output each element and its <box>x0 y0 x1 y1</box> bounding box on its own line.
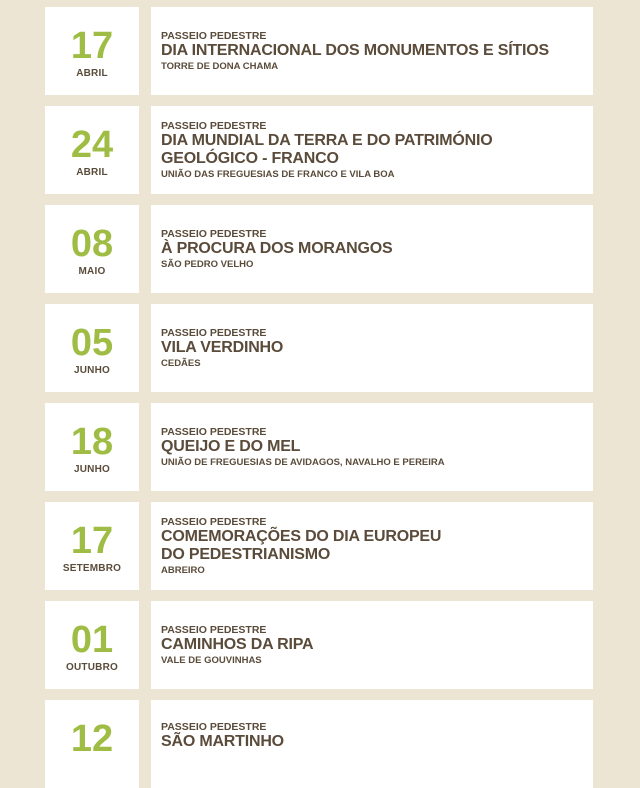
event-date <box>45 601 139 689</box>
event-details <box>151 304 593 392</box>
event-row[interactable] <box>45 403 593 491</box>
event-date <box>45 7 139 95</box>
event-title <box>161 528 585 564</box>
event-title <box>161 42 585 60</box>
event-title <box>161 636 585 654</box>
event-row[interactable] <box>45 601 593 689</box>
event-category: PASSEIO PEDESTRE <box>161 515 267 528</box>
event-title-line: DIA INTERNACIONAL DOS MONUMENTOS E SÍTIOS <box>161 41 549 59</box>
event-day: 12 <box>70 718 114 760</box>
event-day: 24 <box>70 124 114 166</box>
event-title-line: À PROCURA DOS MORANGOS <box>161 239 393 257</box>
event-place: UNIÃO DE FREGUESIAS DE AVIDAGOS, NAVALHO E PEREIRA <box>161 456 445 468</box>
event-month: ABRIL <box>76 68 108 79</box>
event-title-line: SÃO MARTINHO <box>161 733 284 750</box>
event-title-line: CAMINHOS DA RIPA <box>161 635 314 653</box>
event-title-line: VILA VERDINHO <box>161 338 284 356</box>
event-month: JUNHO <box>73 365 110 376</box>
event-day: 18 <box>70 421 114 463</box>
event-place: VALE DE GOUVINHAS <box>161 654 262 666</box>
event-title <box>161 339 585 357</box>
event-place: UNIÃO DAS FREGUESIAS DE FRANCO E VILA BOA <box>161 168 395 180</box>
event-day: 01 <box>70 619 114 661</box>
event-details <box>151 601 593 689</box>
event-month: OUTUBRO <box>66 662 118 673</box>
event-date <box>45 304 139 392</box>
event-date <box>45 403 139 491</box>
event-date <box>45 700 139 788</box>
event-date <box>45 502 139 590</box>
event-details <box>151 502 593 590</box>
event-day: 05 <box>70 322 114 364</box>
event-row[interactable] <box>45 205 593 293</box>
event-details <box>151 205 593 293</box>
event-details <box>151 403 593 491</box>
event-row[interactable] <box>45 7 593 95</box>
event-title <box>161 132 585 168</box>
event-category: PASSEIO PEDESTRE <box>161 425 267 438</box>
event-title <box>161 240 585 258</box>
event-title-line: GEOLÓGICO - FRANCO <box>161 149 339 167</box>
event-title <box>161 733 585 751</box>
event-day: 17 <box>70 25 114 67</box>
event-date <box>45 205 139 293</box>
event-category: PASSEIO PEDESTRE <box>161 326 267 339</box>
event-title-line: QUEIJO E DO MEL <box>161 437 301 455</box>
event-row[interactable] <box>45 700 593 788</box>
event-details <box>151 7 593 95</box>
event-category: PASSEIO PEDESTRE <box>161 721 267 733</box>
event-month: MAIO <box>78 266 106 277</box>
event-month: ABRIL <box>76 167 108 178</box>
event-place: CEDÃES <box>161 357 201 369</box>
event-date <box>45 106 139 194</box>
event-category: PASSEIO PEDESTRE <box>161 119 267 132</box>
event-place: TORRE DE DONA CHAMA <box>161 60 279 72</box>
event-month: JUNHO <box>73 464 110 475</box>
event-details <box>151 106 593 194</box>
event-row[interactable] <box>45 502 593 590</box>
event-month: SETEMBRO <box>62 563 122 574</box>
event-title <box>161 438 585 456</box>
event-place: ABREIRO <box>161 564 205 576</box>
event-place: SÃO PEDRO VELHO <box>161 258 254 270</box>
event-category: PASSEIO PEDESTRE <box>161 623 267 636</box>
event-row[interactable] <box>45 304 593 392</box>
event-category: PASSEIO PEDESTRE <box>161 29 267 42</box>
event-category: PASSEIO PEDESTRE <box>161 227 267 240</box>
event-title-line: COMEMORAÇÕES DO DIA EUROPEU <box>161 527 442 545</box>
event-day: 08 <box>70 223 114 265</box>
event-details <box>151 700 593 788</box>
event-row[interactable] <box>45 106 593 194</box>
event-title-line: DO PEDESTRIANISMO <box>161 545 331 563</box>
event-day: 17 <box>70 520 114 562</box>
event-title-line: DIA MUNDIAL DA TERRA E DO PATRIMÓNIO <box>161 131 493 149</box>
